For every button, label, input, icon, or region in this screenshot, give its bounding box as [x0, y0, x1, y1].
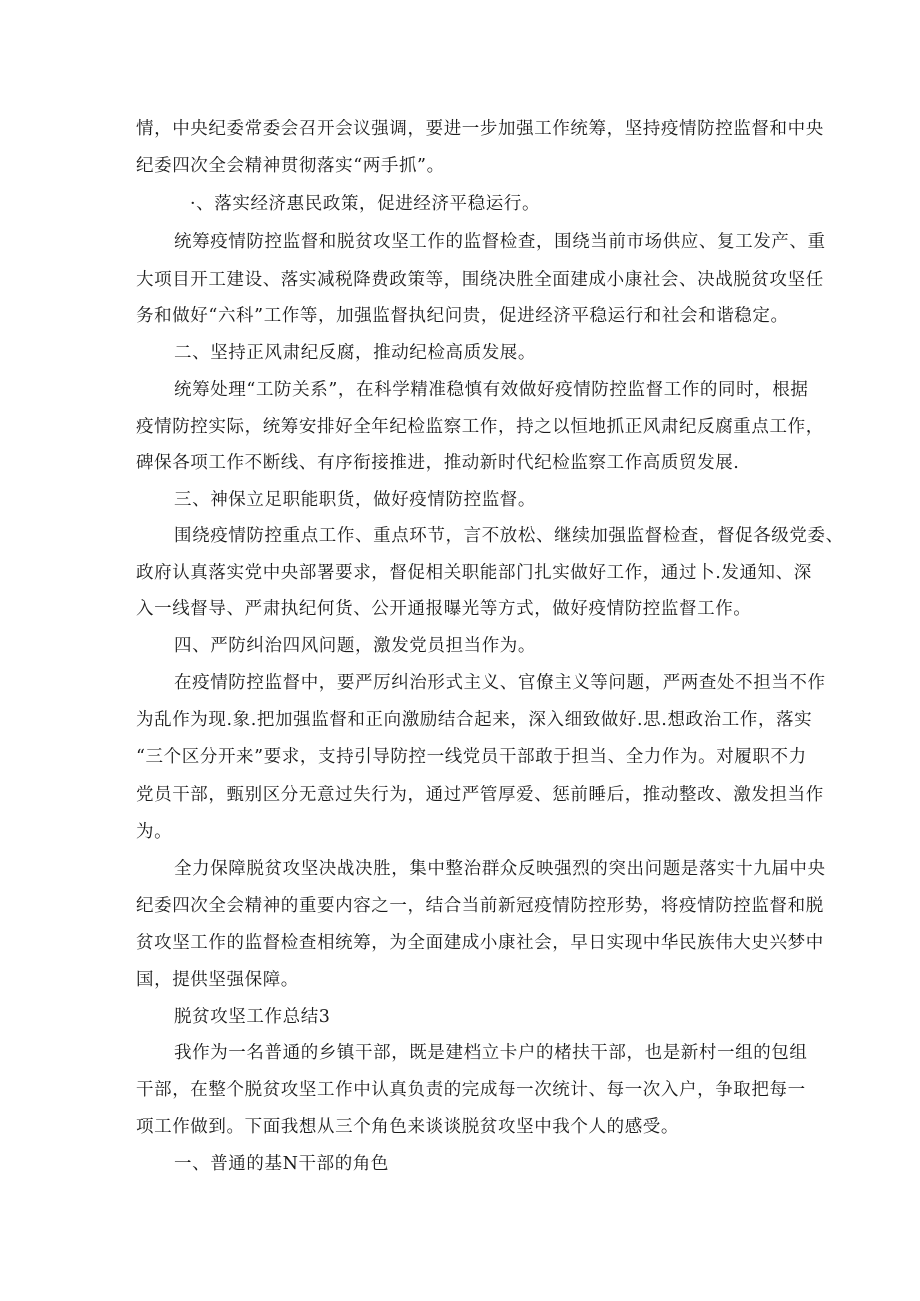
text-line: 碑保各项工作不断线、有序衔接推进，推动新时代纪检监察工作高质贸发展. [136, 453, 740, 473]
text-line: 党员干部，甄别区分无意过失行为，通过严管厚爱、惩前睡后，推动整改、激发担当作 [136, 785, 824, 805]
text-line: 统筹处理“工防关系”，在科学精准稳慎有效做好疫情防控监督工作的同时，根据 [174, 380, 809, 400]
text-line: 全力保障脱贫攻坚决战决胜，集中整治群众反映强烈的突出问题是落实十九届中央 [174, 859, 826, 879]
text-line: 一、普通的基N干部的角色 [174, 1154, 390, 1174]
text-line: 三、神保立足职能职货，做好疫情防控监督。 [174, 490, 536, 510]
text-line: 国，提供坚强保障。 [136, 970, 299, 990]
text-line: “三个区分开来”要求，支持引导防控一线党员干部敢于担当、全力作为。对履职不力 [136, 747, 807, 767]
section-heading: 脱贫攻坚工作总结3 [174, 1007, 331, 1027]
text-line: 大项目开工建设、落实减税降费政策等，围绕决胜全面建成小康社会、决战脱贫攻坚任 [136, 270, 824, 290]
text-line: 我作为一名普通的乡镇干部，既是建档立卡户的楮扶干部，也是新村一组的包组 [174, 1043, 808, 1063]
text-line: 在疫情防控监督中，要严厉纠治形式主义、官僚主义等问题，严两查处不担当不作 [174, 673, 826, 693]
text-line: 纪委四次全会精神贯彻落实“两手抓”。 [136, 156, 445, 176]
text-line: 项工作做到。下面我想从三个角色来谈谈脱贫攻坚中我个人的感受。 [136, 1117, 679, 1137]
text-line: 政府认真落实党中央部署要求，督促相关职能部门扎实做好工作，通过卜.发通知、深 [136, 563, 812, 583]
text-line: 四、严防纠治四风问题，激发党员担当作为。 [174, 636, 536, 656]
text-line: 入一线督导、严肃执纪何货、公开通报曝光等方式，做好疫情防控监督工作。 [136, 599, 752, 619]
text-line: 为乱作为现.象.把加强监督和正向激励结合起来，深入细致做好.思.想政治工作，落实 [136, 710, 813, 730]
text-line: 干部，在整个脱贫攻坚工作中认真负责的完成每一次统计、每一次入户，争取把每一 [136, 1080, 806, 1100]
text-line: 贫攻坚工作的监督检查相统筹，为全面建成小康社会，早日实现中华民族伟大史兴梦中 [136, 933, 824, 953]
text-line: ·、落实经济惠民政策，促进经济平稳运行。 [190, 194, 541, 214]
text-line: 为。 [136, 822, 173, 842]
text-line: 务和做好“六科”工作等，加强监督执纪问贵，促进经济平稳运行和社会和谐稳定。 [136, 306, 789, 326]
text-line: 统筹疫情防控监督和脱贫攻坚工作的监督检查，围绕当前市场供应、复工发产、重 [174, 232, 826, 252]
text-line: 围绕疫情防控重点工作、重点环节，言不放松、继续加强监督检查，督促各级党委、 [174, 526, 844, 546]
text-line: 纪委四次全会精神的重要内容之一，结合当前新冠疫情防控形势，将疫情防控监督和脱 [136, 896, 824, 916]
text-line: 情，中央纪委常委会召开会议强调，要进一步加强工作统筹，坚持疫情防控监督和中央 [136, 119, 824, 139]
text-line: 二、坚持正风肃纪反腐，推动纪检高质发展。 [174, 343, 536, 363]
text-line: 疫情防控实际，统筹安排好全年纪检监察工作，持之以恒地抓正风肃纪反腐重点工作， [136, 417, 824, 437]
